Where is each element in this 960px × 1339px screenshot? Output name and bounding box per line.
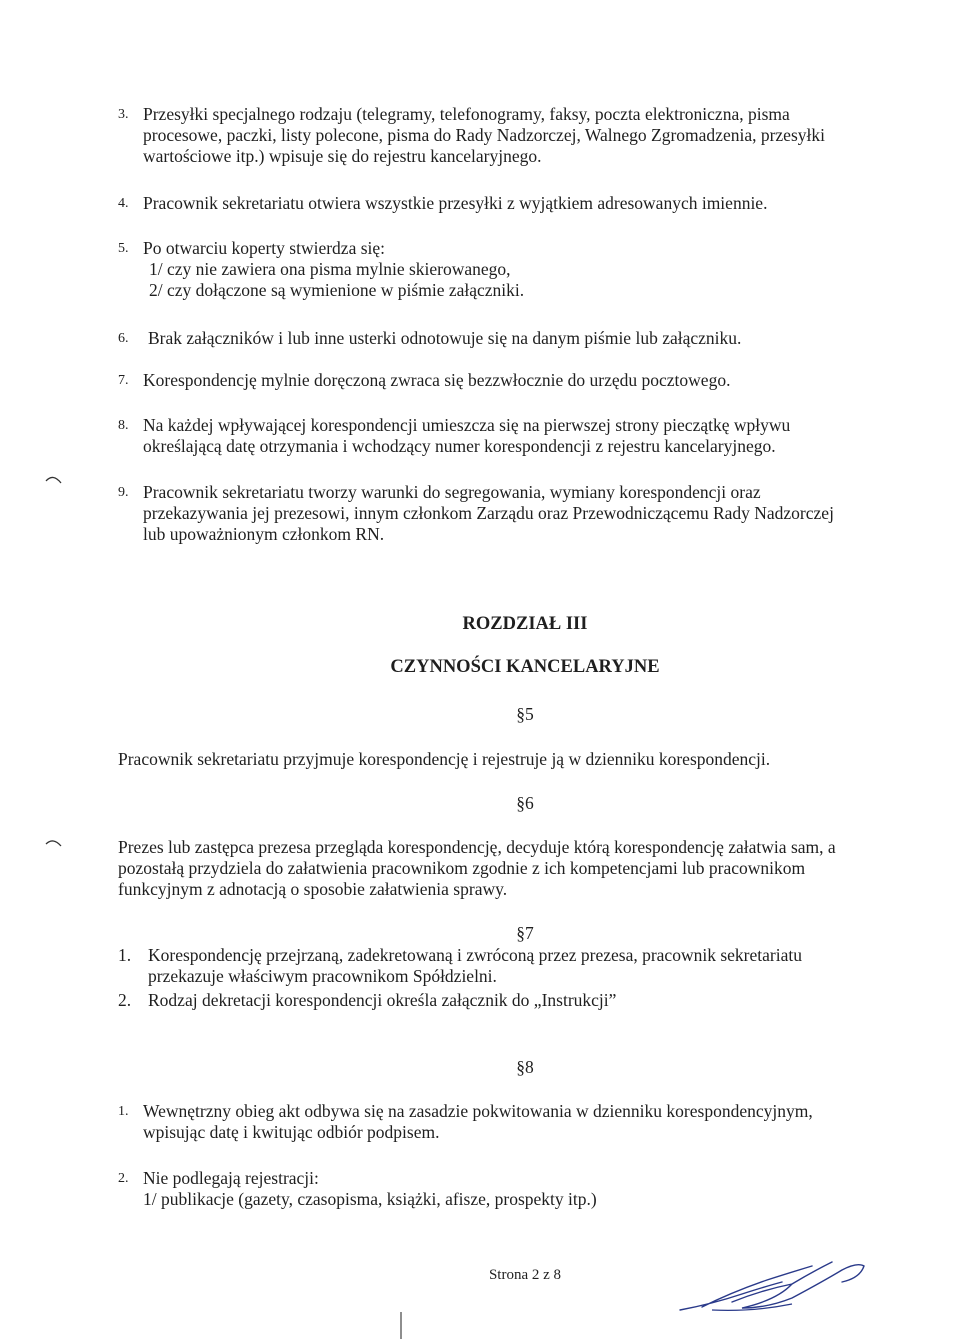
paragraph-line: pozostałą przydziela do załatwienia pracownikom zgodnie z ich kompetencjami lub pracownikom [118, 858, 806, 878]
item-text-line: Rodzaj dekretacji korespondencji określa załącznik do „Instrukcji” [148, 990, 617, 1010]
signature-icon [672, 1252, 872, 1322]
margin-mark-icon [44, 472, 64, 486]
section-heading-5: §5 [516, 704, 534, 724]
item-text-line: Na każdej wpływającej korespondencji umieszcza się na pierwszej strony pieczątkę wpływu [143, 415, 791, 435]
item-text-line: 2/ czy dołączone są wymienione w piśmie załączniki. [149, 280, 525, 300]
item-text-line: wartościowe itp.) wpisuje się do rejestru kancelaryjnego. [143, 146, 542, 166]
item-text-line: Pracownik sekretariatu otwiera wszystkie przesyłki z wyjątkiem adresowanych imiennie. [143, 193, 768, 213]
item-text-line: Korespondencję mylnie doręczoną zwraca się bezzwłocznie do urzędu pocztowego. [143, 370, 731, 390]
chapter-subtitle: CZYNNOŚCI KANCELARYJNE [390, 657, 660, 677]
section-heading-7: §7 [516, 923, 534, 943]
paragraph-line: funkcyjnym z adnotacją o sposobie załatwienia sprawy. [118, 879, 508, 899]
item-text-line: lub upoważnionym członkom RN. [143, 524, 385, 544]
section-6-paragraph [118, 837, 918, 900]
item-text-line: określającą datę otrzymania i wchodzący numer korespondencji z rejestru kancelaryjnego. [143, 436, 776, 456]
chapter-title: ROZDZIAŁ III [462, 614, 588, 634]
page-number-footer: Strona 2 z 8 [488, 1267, 562, 1283]
item-number: 1. [118, 945, 132, 965]
item-text-line: Korespondencję przejrzaną, zadekretowaną i zwróconą przez prezesa, pracownik sekretariatu [148, 945, 802, 965]
item-text-line: przekazuje właściwym pracownikom Spółdzielni. [148, 966, 497, 986]
item-number: 7. [118, 373, 129, 388]
item-text-line: wpisując datę i kwitując odbiór podpisem. [143, 1122, 440, 1142]
paragraph-line: Pracownik sekretariatu przyjmuje korespondencję i rejestruje ją w dzienniku korespondencji. [118, 749, 771, 769]
item-text-line: Nie podlegają rejestracji: [143, 1168, 319, 1188]
item-text-line: 1/ czy nie zawiera ona pisma mylnie skierowanego, [149, 259, 511, 279]
item-text-line: przekazywania jej prezesowi, innym członkom Zarządu oraz Przewodniczącemu Rady Nadzorczej [143, 503, 834, 523]
item-number: 4. [118, 196, 129, 211]
item-text-line: 1/ publikacje (gazety, czasopisma, książki, afisze, prospekty itp.) [143, 1189, 597, 1209]
item-text-line: Po otwarciu koperty stwierdza się: [143, 238, 386, 258]
item-text-line: Przesyłki specjalnego rodzaju (telegramy, telefonogramy, faksy, poczta elektroniczna, pisma [143, 104, 790, 124]
section-heading-8: §8 [516, 1057, 534, 1077]
section-5-paragraph [118, 749, 918, 770]
item-text-line: Brak załączników i lub inne usterki odnotowuje się na danym piśmie lub załączniku. [148, 328, 742, 348]
item-number: 1. [118, 1104, 129, 1119]
section-heading-6: §6 [516, 793, 534, 813]
paragraph-line: Prezes lub zastępca prezesa przegląda korespondencję, decyduje którą korespondencję załatwia sam, a [118, 837, 836, 857]
item-text-line: Wewnętrzny obieg akt odbywa się na zasadzie pokwitowania w dzienniku korespondencyjnym, [143, 1101, 813, 1121]
item-number: 6. [118, 331, 129, 346]
item-text-line: Pracownik sekretariatu tworzy warunki do segregowania, wymiany korespondencji oraz [143, 482, 761, 502]
item-number: 9. [118, 485, 129, 500]
item-number: 8. [118, 418, 129, 433]
item-number: 2. [118, 990, 132, 1010]
item-text-line: procesowe, paczki, listy polecone, pisma do Rady Nadzorczej, Walnego Zgromadzenia, przesyłki [143, 125, 825, 145]
scan-line-mark [398, 1312, 404, 1339]
item-number: 2. [118, 1171, 129, 1186]
item-number: 3. [118, 107, 129, 122]
margin-mark-icon [44, 836, 64, 850]
item-number: 5. [118, 241, 129, 256]
